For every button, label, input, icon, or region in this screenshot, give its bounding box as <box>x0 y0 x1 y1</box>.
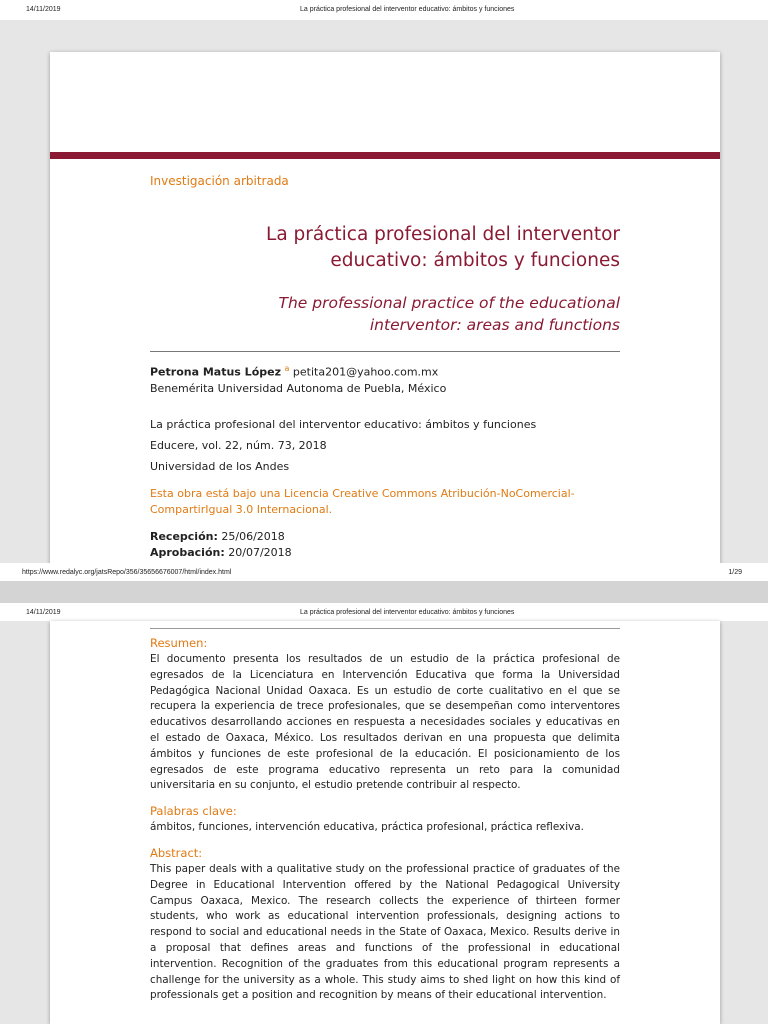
abstract-heading: Abstract: <box>150 845 203 860</box>
print-title: La práctica profesional del interventor educativo: ámbitos y funciones <box>300 609 515 616</box>
reception-label: Recepción: <box>150 530 218 543</box>
abstract-section <box>150 635 620 1004</box>
divider <box>150 351 620 352</box>
dates-block <box>150 529 292 561</box>
print-date: 14/11/2019 <box>26 609 61 616</box>
keywords-heading: Palabras clave: <box>150 804 237 819</box>
print-url: https://www.redalyc.org/jatsRepo/356/35656676007/html/index.html <box>22 569 232 576</box>
resumen-text: El documento presenta los resultados de un estudio de la práctica profesional de egresados de la Licenciatura en Intervención Educativa que forma la Universidad Pedagógica Nacional Unidad Oaxaca. Es un estudio de corte cualitativo en el que se recupera la experiencia de trece profesionales, que se desempeñan como interventores educativos desarrollando acciones en respuesta a necesidades sociales y educativas en el estado de Oaxaca, México. Los resultados derivan en una propuesta que delimita ámbitos y funciones de este profesional de la educación. El posicionamiento de los egresados de este programa educativo representa un reto para la comunidad universitaria en su conjunto, el estudio pretende contribuir al respecto. <box>150 653 620 792</box>
author-block <box>150 361 446 397</box>
article-title: La práctica profesional del interventor educativo: ámbitos y funciones <box>150 418 537 431</box>
resumen-heading: Resumen: <box>150 636 208 650</box>
author-affiliation: Benemérita Universidad Autonoma de Puebla, México <box>150 381 447 395</box>
reception-date: 25/06/2018 <box>221 530 285 543</box>
keywords-text: ámbitos, funciones, intervención educativa, práctica profesional, práctica reflexiva. <box>150 821 584 834</box>
page-gap <box>0 581 768 603</box>
author-email[interactable]: petita201@yahoo.com.mx <box>292 365 439 379</box>
section-label: Investigación arbitrada <box>150 174 289 188</box>
title-spanish: La práctica profesional del interventor educativo: ámbitos y funciones <box>266 224 620 271</box>
print-header-2 <box>0 603 768 621</box>
print-footer-1 <box>0 563 768 581</box>
title-english: The professional practice of the educational interventor: areas and functions <box>278 294 620 334</box>
divider <box>150 628 620 629</box>
approval-date: 20/07/2018 <box>228 546 292 559</box>
header-bar <box>50 152 720 159</box>
author-name: Petrona Matus López <box>150 365 281 379</box>
print-page-number: 1/29 <box>728 569 742 576</box>
print-title: La práctica profesional del interventor educativo: ámbitos y funciones <box>300 6 515 13</box>
journal-info: Educere, vol. 22, núm. 73, 2018 <box>150 439 327 452</box>
license-link[interactable]: Esta obra está bajo una Licencia Creative Commons Atribución-NoComercial- CompartirIgual 3.0 Internacional. <box>150 487 575 516</box>
document-page-2 <box>50 621 720 1024</box>
print-date: 14/11/2019 <box>26 6 61 13</box>
publisher: Universidad de los Andes <box>150 460 290 473</box>
publication-info <box>150 414 536 477</box>
approval-label: Aprobación: <box>150 546 225 559</box>
abstract-text: This paper deals with a qualitative study on the professional practice of graduates of the Degree in Educational Intervention offered by the National Pedagogical University Campus Oaxaca, Mexico. The research collects the experience of thirteen former students, who work as educational intervention professionals, designing actions to respond to social and educational needs in the State of Oaxaca, Mexico. Results derive in a proposal that defines areas and functions of the professional in educational intervention. Recognition of the graduates from this educational program represents a challenge for the university as a whole. This study aims to shed light on how this kind of professionals get a position and recognition by means of their educational intervention. <box>150 862 620 1002</box>
author-affiliation-mark: a <box>284 364 290 373</box>
document-page-1 <box>50 52 720 568</box>
print-header-1 <box>0 0 768 20</box>
